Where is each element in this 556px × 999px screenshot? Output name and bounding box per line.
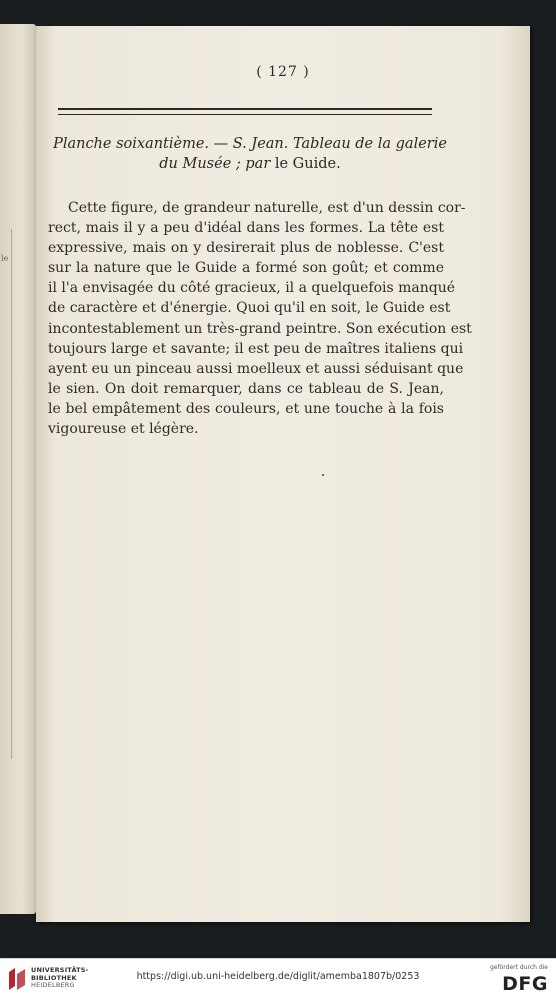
- book-page: [36, 26, 530, 922]
- header-rule-thin: [58, 114, 432, 115]
- paper-speck: [322, 474, 324, 476]
- dfg-logo[interactable]: DFG: [502, 973, 548, 995]
- body-line: vigoureuse et légère.: [48, 421, 199, 438]
- library-name-line-2: BIBLIOTHEK: [31, 973, 77, 982]
- body-line: rect, mais il y a peu d'idéal dans les formes. La tête est: [48, 220, 444, 237]
- body-line: de caractère et d'énergie. Quoi qu'il en soit, le Guide est: [48, 300, 451, 317]
- header-rule-thick: [58, 108, 432, 110]
- body-line: le sien. On doit remarquer, dans ce tableau de S. Jean,: [48, 380, 444, 397]
- funding-note: gefördert durch die: [490, 964, 548, 971]
- body-line: ayent eu un pinceau aussi moelleux et aussi séduisant que: [48, 360, 464, 377]
- library-name-line-3: HEIDELBERG: [31, 981, 75, 989]
- page-number: ( 127 ): [256, 64, 310, 80]
- left-page-mark: le: [1, 254, 9, 263]
- left-page-edge: [0, 24, 36, 914]
- body-line: expressive, mais on y desirerait plus de noblesse. C'est: [48, 240, 444, 257]
- body-line: sur la nature que le Guide a formé son goût; et comme: [48, 260, 444, 277]
- plate-title-line-1: Planche soixantième. — S. Jean. Tableau de la galerie: [53, 136, 447, 152]
- plate-title-line-2: du Musée ; par: [159, 156, 275, 172]
- plate-title-artist: le Guide.: [274, 156, 341, 172]
- plate-title: [50, 134, 450, 174]
- permalink-url[interactable]: https://digi.ub.uni-heidelberg.de/diglit/amemba1807b/0253: [136, 971, 420, 982]
- body-line: le bel empâtement des couleurs, et une touche à la fois: [48, 400, 444, 417]
- viewer-footer: [0, 958, 556, 999]
- left-page-ornament: [3, 229, 12, 759]
- body-line: incontestablement un très-grand peintre. Son exécution est: [48, 320, 472, 337]
- body-line: toujours large et savante; il est peu de maîtres italiens qui: [48, 340, 464, 357]
- body-line: il l'a envisagée du côté gracieux, il a quelquefois manqué: [48, 280, 456, 297]
- body-paragraph: [48, 198, 472, 439]
- library-name-line-1: UNIVERSITÄTS-: [31, 966, 89, 974]
- body-line: Cette figure, de grandeur naturelle, est d'un dessin cor-: [68, 200, 466, 216]
